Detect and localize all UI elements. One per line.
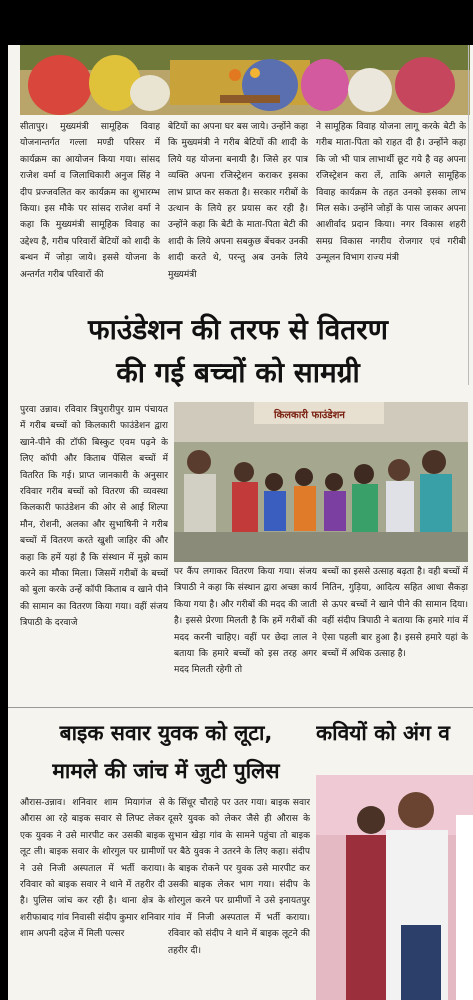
- article2-column-2: पर कैंप लगाकर वितरण किया गया। संजय त्रिपाठी ने कहा कि संस्थान द्वारा अच्छा कार्य किया गया है। और गरीबों की मदद की जाती है। इससे प्रेरणा मिलती है कि हमें गरीबों की मदद करनी चाहिए। वहीं पर छेदा लाल ने बताया कि हमारे बच्चों को इस तरह अगर मदद मिलती रहेगी तो: [174, 567, 317, 676]
- article1-column-3: ने सामूहिक विवाह योजना लागू करके बेटी के गरीब माता-पिता को राहत दी है। उन्होंने कहा कि जो भी पात्र लाभार्थी छूट गये है वह अपना रजिस्ट्रेशन करा लें, ताकि अगले सामूहिक विवाह कार्यक्रम के तहत उनको इसका लाभ मिल सके। उन्होंने जोड़ों के पास जाकर अपना आशीर्वाद प्रदान किया। नगर विकास शहरी समग्र विकास नगरीय रोजगार एवं गरीबी उन्मूलन विभाग राज्य मंत्री: [316, 122, 466, 264]
- section-divider: [8, 707, 473, 708]
- article4-headline: कवियों को अंग व: [316, 721, 450, 745]
- article3-headline-line1: बाइक सवार युवक को लूटा,: [59, 721, 273, 745]
- wedding-photo-illustration: [20, 45, 470, 115]
- article2-column-1: पुरवा उन्नाव। रविवार त्रिपुरारीपुर ग्राम पंचायत में गरीब बच्चों को किलकारी फाउंडेशन द्वारा खाने-पीने की टॉफी बिस्कुट एवम पढ़ने के लिए कॉपी और किताब पेंसिल बच्चों में वितरित कि गई। प्राप्त जानकारी के अनुसार रविवार गरीब बच्चों को वितरण की व्यवस्था किलकारी फाउंडेशन की ओर से आई शिल्पा मौन, रोशनी, अलका और सुभाषिनी ने गरीब बच्चों में वितरण करते खुशी जाहिर की और कहा कि हमें यहां है कि संस्थान में मुझे काम करने का मौका मिला। जिसमें गरीबों के बच्चों को बुला करके उन्हें कॉपी किताब व खाने पीने की सामान का वितरण किया गया। वहीं संजय त्रिपाठी के दरवाजे: [20, 405, 168, 629]
- article2-headline-line2: की गई बच्चों को सामग्री: [116, 356, 360, 389]
- children-photo-illustration: [174, 402, 468, 562]
- article1-column-2: बेटियों का अपना घर बस जाये। उन्होंने कहा कि मुख्यमंत्री ने गरीब बेटियों की शादी के लिये यह योजना बनायी है। जिसे हर पात्र व्यक्ति अपना रजिस्ट्रेशन कराकर इसका लाभ प्राप्त कर सकता है। सरकार गरीबों के उत्थान के लिये हर प्रयास कर रही है। उन्होंने कहा कि बेटी के माता-पिता बेटी की शादी के लिये अपना सबकुछ बेंचकर उनकी शादी करते थे, परन्तु अब उनके लिये मुख्यमंत्री: [168, 122, 308, 280]
- poets-event-photo: [316, 775, 473, 1000]
- article3-column-1: औरास-उन्नाव। शनिवार शाम मियागंज से औरास आ रहे बाइक सवार से लिफ्ट लेकर एक युवक ने उसे मारपीट कर उसकी बाइक लूट ली। बाइक सवार के शोरगुल पर ग्रामीणों ने उसे निजी अस्पताल में भर्ती कराया। रविवार को बाइक सवार ने थाने में तहरीर दी है। पुलिस जांच कर रही है। थाना क्षेत्र के शरीफाबाद गांव निवासी संदीप कुमार शनिवार शाम अपनी दहेज में मिली पल्सर: [20, 798, 165, 940]
- article3-headline-line2: मामले की जांच में जुटी पुलिस: [52, 759, 280, 783]
- article1-column-1: सीतापुर। मुख्यमंत्री सामूहिक विवाह योजनान्तर्गत गल्ला मण्डी परिसर में कार्यक्रम का आयोजन किया गया। सांसद राजेश वर्मा व जिलाधिकारी अनुज सिंह ने दीप प्रज्जवलित कर कार्यक्रम का शुभारम्भ किया। इस मौके पर सांसद राजेश वर्मा ने कहा कि मुख्यमंत्री सामूहिक विवाह का उद्देश्य है, गरीब परिवारों बेटियों को शादी के बन्धन में जोड़ा जाये। इससे योजना के अन्तर्गत गरीब परिवारों की: [20, 122, 160, 280]
- article2-column-3: बच्चों का इससे उत्साह बढ़ता है। वही बच्चों में नितिन, गुड़िया, आदित्य सहित आधा सैकड़ा से ऊपर बच्चों ने खाने पीने की सामान दिया। वहीं संदीप त्रिपाठी ने बताया कि हमारे गांव में ऐसा पहली बार हुआ है। इससे हमारे यहां के बच्चों में अधिक उत्साह है।: [322, 567, 468, 660]
- wedding-ceremony-photo: [20, 45, 470, 115]
- column-divider: [468, 45, 469, 385]
- top-black-bar: [0, 0, 473, 45]
- article2-headline-line1: फाउंडेशन की तरफ से वितरण: [88, 313, 388, 346]
- newspaper-page: [8, 45, 473, 1000]
- photo-banner-text: किलकारी फाउंडेशन: [274, 410, 345, 421]
- children-distribution-photo: [174, 402, 468, 562]
- article3-column-2: के सिंधूर चौराहे पर उतर गया। बाइक सवार दूसरे युवक को लेकर जैसे ही औरास के सुभान खेड़ा गांव के सामने पहुंचा तो बाइक पर बैठे युवक ने उतरने के लिए कहा। संदीप के बाइक रोकने पर युवक उसे मारपीट कर उसकी बाइक लेकर भाग गया। संदीप के शोरगुल करने पर ग्रामीणों ने उसे इनायतपुर गांव में निजी अस्पताल में भर्ती कराया। रविवार को संदीप ने थाने में बाइक लूटने की तहरीर दी।: [168, 798, 310, 956]
- poets-photo-illustration: [316, 775, 473, 1000]
